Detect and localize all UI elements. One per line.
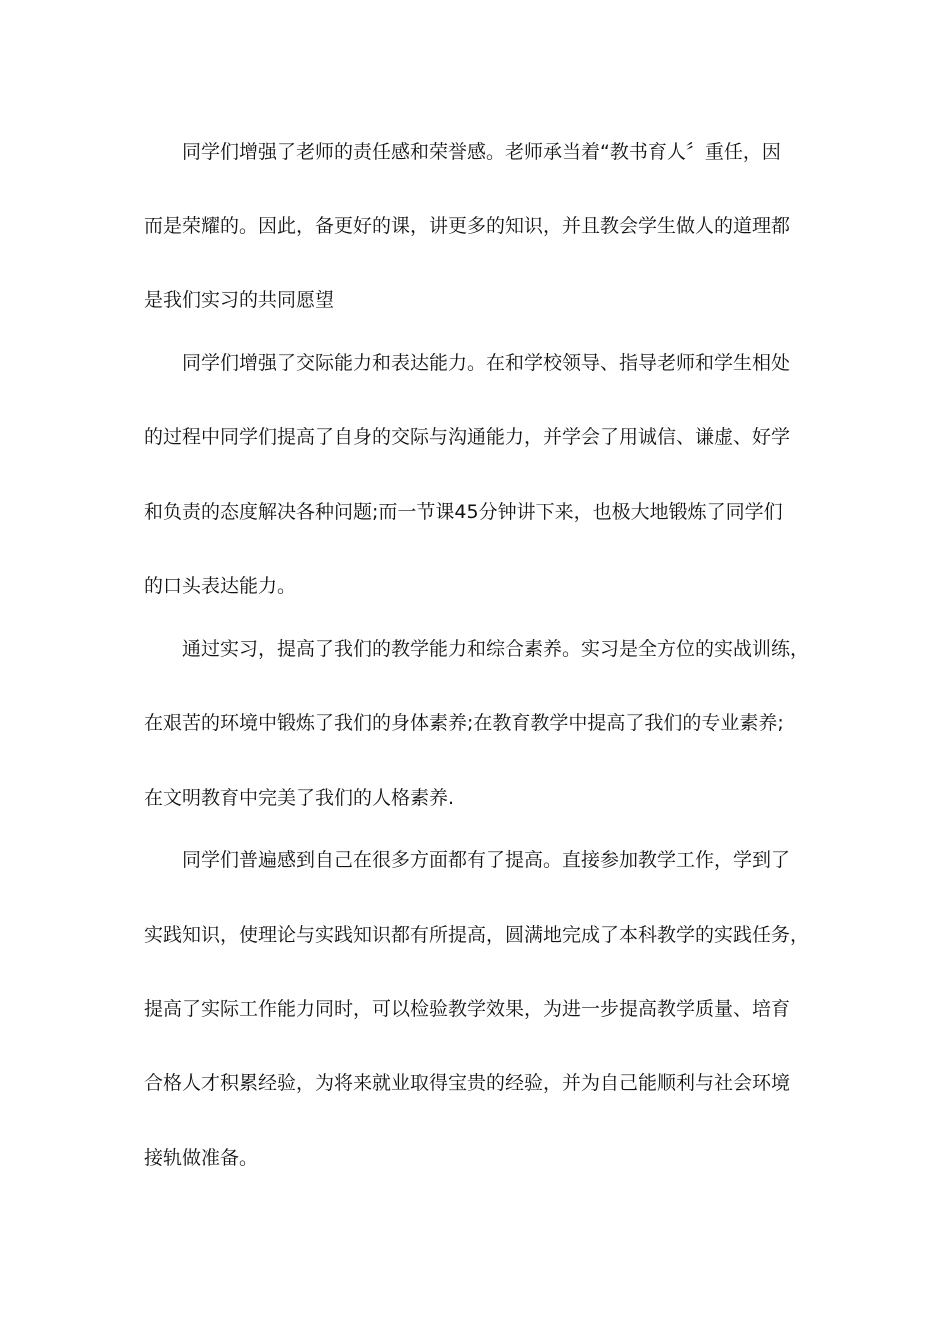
paragraph-4-line-1: 同学们普遍感到自己在很多方面都有了提高。直接参加教学工作，学到了 bbox=[182, 849, 791, 871]
paragraph-1-line-3: 是我们实习的共同愿望 bbox=[144, 289, 335, 311]
paragraph-4-line-2: 实践知识，使理论与实践知识都有所提高，圆满地完成了本科教学的实践任务， bbox=[144, 924, 810, 946]
paragraph-1-line-2: 而是荣耀的。因此，备更好的课，讲更多的知识，并且教会学生做人的道理都 bbox=[144, 215, 791, 237]
paragraph-2-line-1: 同学们增强了交际能力和表达能力。在和学校领导、指导老师和学生相处 bbox=[182, 352, 791, 374]
paragraph-3-line-2: 在艰苦的环境中锻炼了我们的身体素养;在教育教学中提高了我们的专业素养; bbox=[144, 712, 784, 734]
paragraph-1-line-1: 同学们增强了老师的责任感和荣誉感。老师承当着“教书育人〞重任，因 bbox=[182, 141, 781, 163]
paragraph-4-line-4: 合格人才积累经验，为将来就业取得宝贵的经验，并为自己能顺利与社会环境 bbox=[144, 1072, 791, 1094]
paragraph-2-line-4: 的口头表达能力。 bbox=[144, 575, 297, 597]
paragraph-2-line-2: 的过程中同学们提高了自身的交际与沟通能力，并学会了用诚信、谦虚、好学 bbox=[144, 426, 791, 448]
paragraph-3-line-1: 通过实习，提高了我们的教学能力和综合素养。实习是全方位的实战训练， bbox=[182, 638, 810, 660]
paragraph-2-line-3: 和负责的态度解决各种问题;而一节课45分钟讲下来，也极大地锻炼了同学们 bbox=[144, 501, 783, 523]
paragraph-3-line-3: 在文明教育中完美了我们的人格素养. bbox=[144, 787, 455, 809]
paragraph-4-line-5: 接轨做准备。 bbox=[144, 1147, 259, 1169]
paragraph-4-line-3: 提高了实际工作能力同时，可以检验教学效果，为进一步提高教学质量、培育 bbox=[144, 998, 791, 1020]
